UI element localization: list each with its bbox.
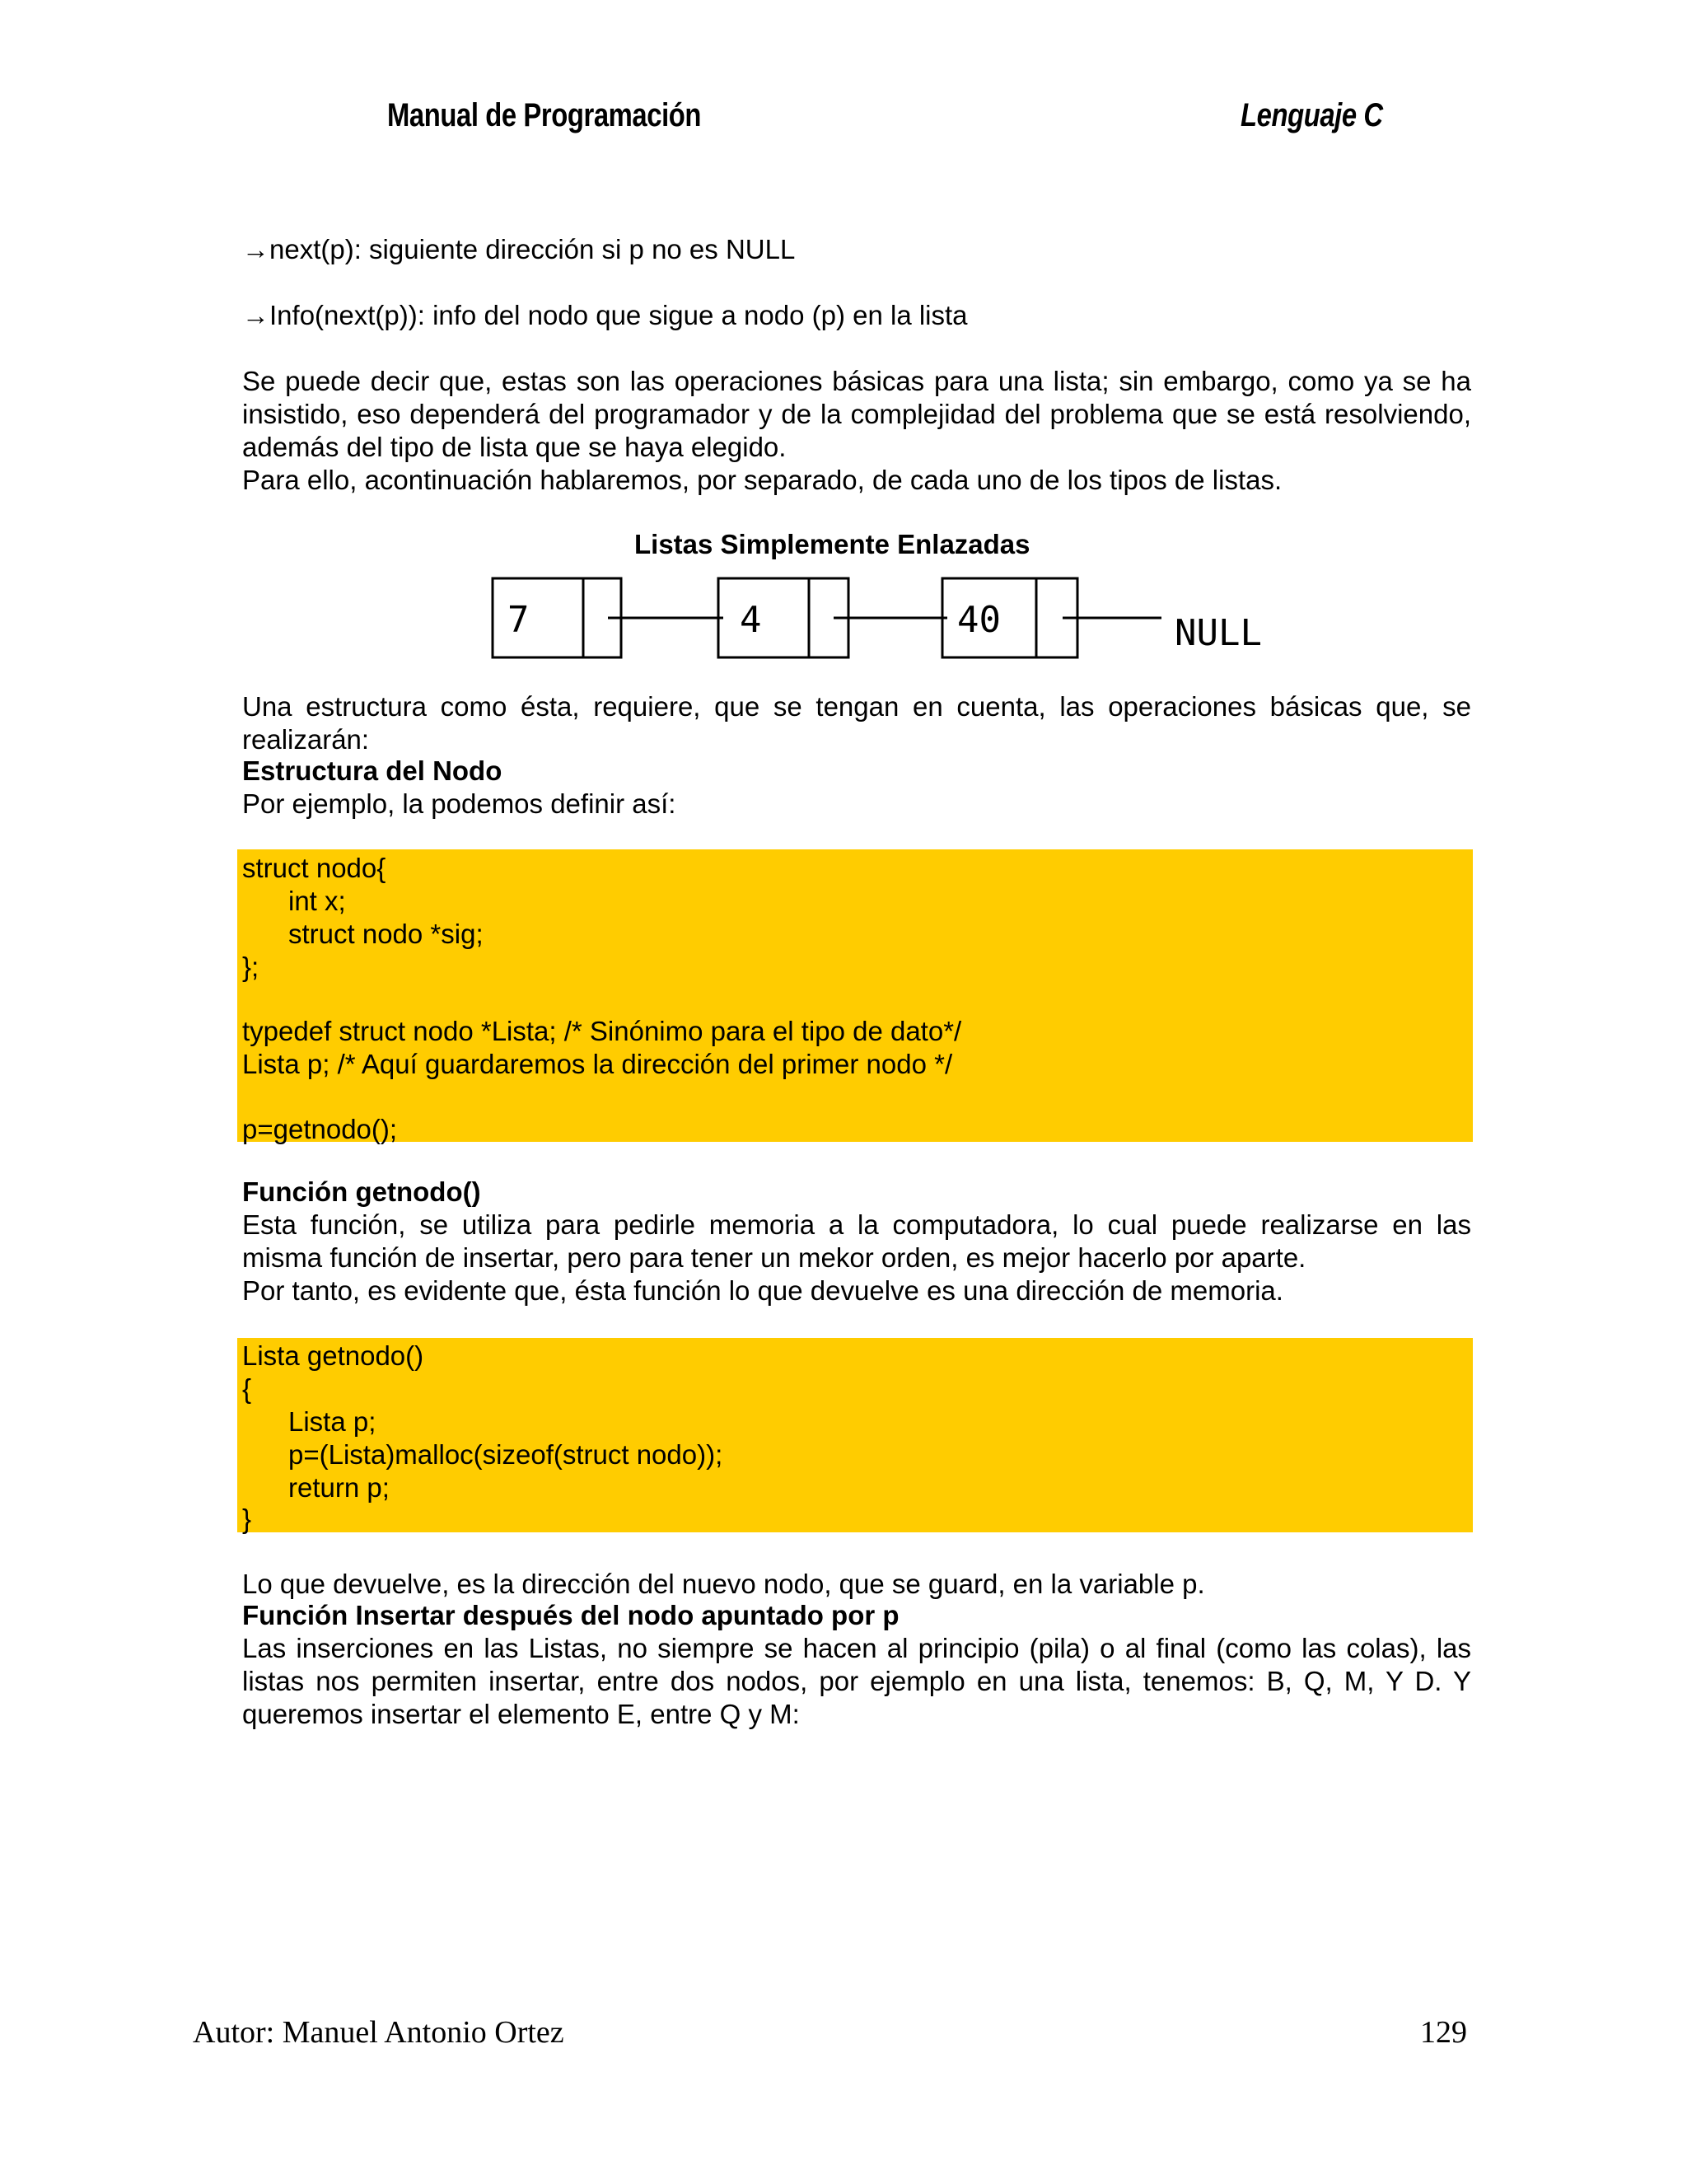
header-subject: Lenguaje C	[1241, 97, 1383, 133]
paragraph-line: queremos insertar el elemento E, entre Q y M:	[242, 1699, 800, 1729]
node-value: 40	[957, 599, 1001, 641]
code-line: int x;	[288, 886, 346, 916]
code-line: struct nodo *sig;	[288, 919, 484, 949]
arrow-right-icon: →	[242, 300, 269, 330]
paragraph-line: además del tipo de lista que se haya elegido.	[242, 432, 787, 462]
node-value: 4	[740, 599, 762, 641]
code-line: struct nodo{	[242, 853, 386, 883]
paragraph-line: Las inserciones en las Listas, no siempre se hacen al principio (pila) o al final (como las colas), las	[242, 1633, 1471, 1663]
paragraph-line: misma función de insertar, pero para tener un mekor orden, es mejor hacerlo por aparte.	[242, 1242, 1306, 1273]
footer-page-number: 129	[1420, 2015, 1467, 2050]
section-title: Listas Simplemente Enlazadas	[634, 529, 1030, 559]
code-line: return p;	[288, 1472, 390, 1503]
code-line: p=(Lista)malloc(sizeof(struct nodo));	[288, 1439, 723, 1470]
heading-estructura-nodo: Estructura del Nodo	[242, 755, 502, 786]
paragraph-line: Para ello, acontinuación hablaremos, por separado, de cada uno de los tipos de listas.	[242, 465, 1283, 495]
paragraph-line: listas nos permiten insertar, entre dos nodos, por ejemplo en una lista, tenemos: B, Q, M, Y D. Y	[242, 1666, 1471, 1696]
paragraph-line: Una estructura como ésta, requiere, que se tengan en cuenta, las operaciones básicas que, se	[242, 691, 1471, 722]
code-line: }	[242, 1504, 252, 1534]
paragraph-line: Lo que devuelve, es la dirección del nuevo nodo, que se guard, en la variable p.	[242, 1569, 1205, 1599]
header-title: Manual de Programación	[387, 97, 702, 133]
code-block-getnodo	[237, 1338, 1473, 1532]
paragraph-line: insistido, eso dependerá del programador y de la complejidad del problema que se está resolviendo,	[242, 399, 1471, 429]
code-block-struct	[237, 849, 1473, 1142]
arrow-right-icon: →	[242, 234, 269, 264]
code-line: p=getnodo();	[242, 1114, 398, 1144]
node-box	[718, 578, 848, 657]
paragraph-line: Esta función, se utiliza para pedirle memoria a la computadora, lo cual puede realizarse en las	[242, 1209, 1471, 1240]
linked-list-diagram	[486, 568, 1293, 667]
code-line: Lista p;	[288, 1406, 376, 1437]
node-value: 7	[507, 599, 530, 641]
null-terminal: NULL	[1175, 612, 1262, 654]
code-line: Lista p; /* Aquí guardaremos la dirección del primer nodo */	[242, 1049, 953, 1079]
bullet-next	[242, 233, 1471, 266]
code-line: Lista getnodo()	[242, 1340, 424, 1371]
code-line: };	[242, 952, 259, 982]
code-line: typedef struct nodo *Lista; /* Sinónimo para el tipo de dato*/	[242, 1016, 962, 1046]
heading-getnodo: Función getnodo()	[242, 1176, 481, 1207]
heading-insertar: Función Insertar después del nodo apuntado por p	[242, 1600, 900, 1630]
paragraph-line: Se puede decir que, estas son las operaciones básicas para una lista; sin embargo, como ya se ha	[242, 366, 1471, 396]
bullet-text: Info(next(p)): info del nodo que sigue a nodo (p) en la lista	[269, 300, 968, 330]
code-line: {	[242, 1373, 252, 1404]
bullet-text: next(p): siguiente dirección si p no es NULL	[269, 234, 796, 264]
bullet-info	[242, 299, 1471, 332]
footer-author: Autor: Manuel Antonio Ortez	[193, 2015, 564, 2050]
paragraph-line: Por tanto, es evidente que, ésta función lo que devuelve es una dirección de memoria.	[242, 1275, 1283, 1306]
paragraph-line: realizarán:	[242, 724, 370, 755]
paragraph-line: Por ejemplo, la podemos definir así:	[242, 788, 676, 819]
